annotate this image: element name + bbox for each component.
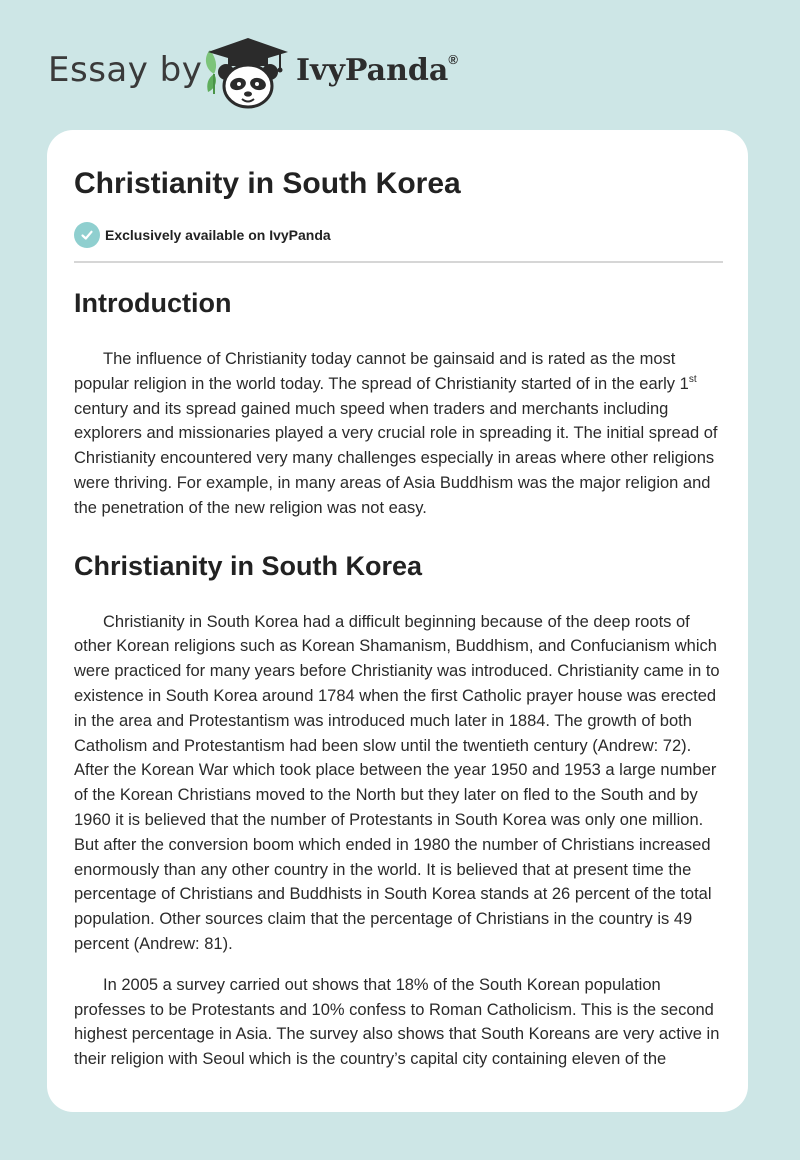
paragraph-history: Christianity in South Korea had a difficult beginning because of the deep roots of other Korean religions such as Korean Shamanism, Buddhism, and Confucianism which were practiced for many years before Christianity was introduced. Christianity came in to existence in South Korea around 1784 when the first Catholic prayer house was erected in the area and Protestantism was introduced much later in 1884. The growth of both Catholism and Protestantism had been slow until the twentieth century (Andrew: 72). After the Korean War which took place between the year 1950 and 1953 a large number of the Korean Christians moved to the North but they later on fled to the South and by 1960 it is believed that the number of Protestants in South Korea was only one million. But after the conversion boom which ended in 1980 the number of Christians increased enormously than any other country in the world. It is believed that at present time the percentage of Christians and Buddhists in South Korea stands at 26 percent of the total population. Other sources claim that the percentage of Christians in the country is 49 percent (Andrew: 81). (74, 612, 720, 953)
section-heading-christianity-south-korea: Christianity in South Korea (74, 550, 423, 581)
paragraph-survey: In 2005 a survey carried out shows that 18% of the South Korean population professes to be Protestants and 10% confess to Roman Catholicism. This is the second highest percentage in Asia. The survey also shows that South Koreans are very active in their religion with Seoul which is the country’s capital city containing eleven of the (74, 975, 720, 1069)
ordinal-suffix: st (688, 373, 697, 385)
site-header (0, 0, 800, 130)
section-heading-introduction: Introduction (74, 288, 232, 318)
brand-name-text: IvyPanda (296, 53, 449, 88)
essay-by-label: Essay by (48, 50, 203, 90)
panda-logo-icon[interactable] (202, 34, 294, 110)
essay-card (47, 130, 748, 1112)
leaf-icon (206, 50, 216, 94)
title-divider (74, 261, 723, 263)
essay-title: Christianity in South Korea (74, 167, 461, 200)
exclusive-badge-text: Exclusively available on IvyPanda (105, 227, 331, 243)
paragraph-intro-part-2: century and its spread gained much speed when traders and merchants including explorers and missionaries played a very crucial role in spreading it. The initial spread of Christianity encountered very many challenges especially in areas where other religions were thriving. For example, in many areas of Asia Buddhism was the major religion and the penetration of the new religion was not easy. (74, 399, 718, 517)
essay-content (74, 130, 724, 1072)
paragraph-introduction (74, 347, 724, 521)
exclusive-badge (74, 222, 724, 248)
brand-name[interactable] (296, 52, 458, 88)
check-circle-icon (74, 222, 100, 248)
paragraph-intro-part-1: The influence of Christianity today cannot be gainsaid and is rated as the most popular religion in the world today. The spread of Christianity started of in the early 1 (74, 350, 689, 393)
trademark-symbol: ® (448, 52, 458, 67)
